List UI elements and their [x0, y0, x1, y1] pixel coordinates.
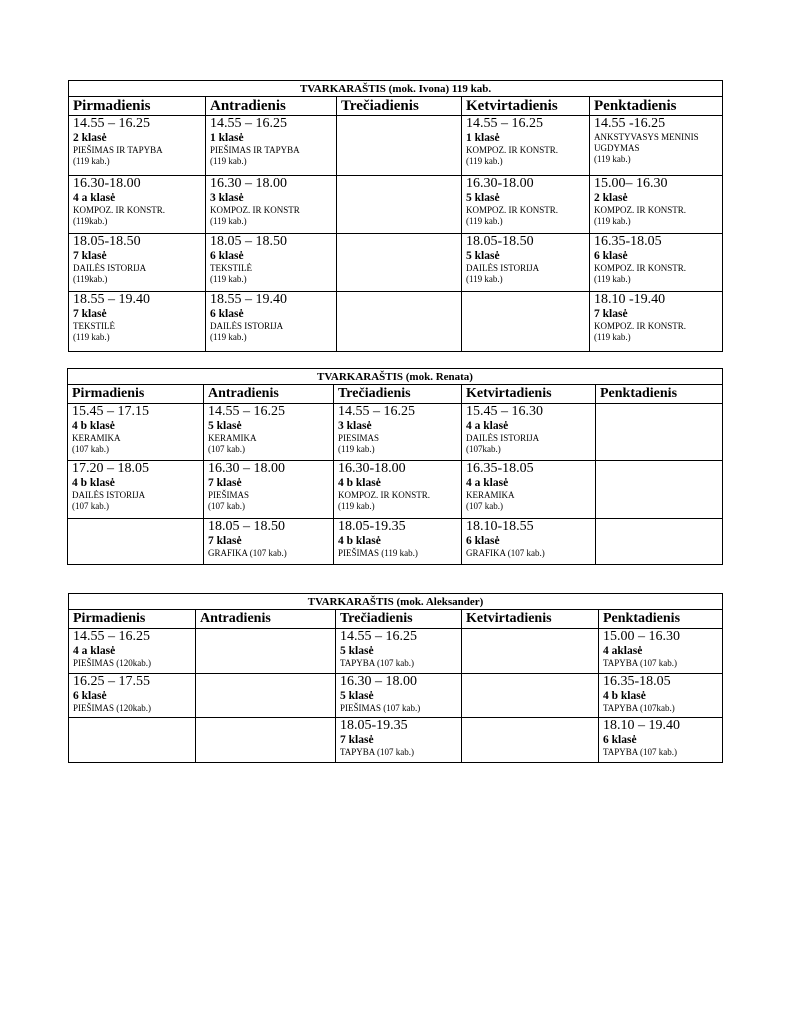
class-name: 4 a klasė: [466, 420, 509, 432]
class-name: 4 b klasė: [338, 535, 381, 547]
subject-name: KERAMIKA: [208, 433, 257, 443]
class-name: 5 klasė: [466, 192, 500, 204]
class-name: 3 klasė: [210, 192, 244, 204]
empty-slot-tuesday: [196, 674, 336, 718]
lesson-time: 18.05-19.35: [340, 718, 408, 733]
lesson-time: 16.35-18.05: [466, 461, 534, 476]
room-number: (119 kab.): [594, 216, 631, 226]
empty-slot-monday: [68, 519, 204, 565]
schedule-row: [69, 234, 723, 292]
subject-name: PIEŠIMAS (119 kab.): [338, 548, 418, 558]
day-header-monday: Pirmadienis: [69, 97, 206, 116]
class-name: 6 klasė: [210, 250, 244, 262]
room-number: (119 kab.): [210, 216, 247, 226]
class-name: 4 aklasė: [603, 645, 643, 657]
lesson-cell-monday: [69, 674, 196, 718]
room-number: (119 kab.): [210, 156, 247, 166]
lesson-time: 16.30-18.00: [338, 461, 406, 476]
lesson-time: 16.30 – 18.00: [340, 674, 417, 689]
lesson-cell-friday: [599, 629, 723, 674]
lesson-time: 16.25 – 17.55: [73, 674, 150, 689]
room-number: (107kab.): [466, 444, 501, 454]
empty-slot-thursday: [462, 629, 599, 674]
lesson-cell-monday: [69, 234, 206, 292]
room-number: (107 kab.): [72, 444, 109, 454]
empty-slot-tuesday: [196, 718, 336, 763]
schedule-row: [69, 674, 723, 718]
lesson-time: 18.05-18.50: [73, 234, 141, 249]
lesson-cell-friday: [599, 718, 723, 763]
schedule-row: [68, 461, 723, 519]
lesson-time: 14.55 – 16.25: [73, 629, 150, 644]
lesson-cell-tuesday: [204, 519, 334, 565]
lesson-time: 15.45 – 16.30: [466, 404, 543, 419]
lesson-cell-wednesday: [334, 404, 462, 461]
class-name: 7 klasė: [340, 734, 374, 746]
subject-name: TEKSTILĖ: [73, 321, 115, 331]
day-header-monday: Pirmadienis: [69, 610, 196, 629]
subject-name: KOMPOZ. IR KONSTR.: [466, 205, 559, 215]
lesson-cell-tuesday: [206, 176, 337, 234]
class-name: 4 a klasė: [73, 645, 116, 657]
subject-name: TAPYBA (107kab.): [603, 703, 675, 713]
subject-name: TAPYBA (107 kab.): [340, 658, 415, 668]
lesson-cell-thursday: [462, 461, 596, 519]
lesson-time: 14.55 – 16.25: [73, 116, 150, 131]
lesson-time: 14.55 – 16.25: [208, 404, 285, 419]
day-header-friday: Penktadienis: [599, 610, 723, 629]
class-name: 5 klasė: [340, 690, 374, 702]
empty-slot-friday: [596, 404, 723, 461]
lesson-cell-friday: [590, 234, 723, 292]
empty-slot-monday: [69, 718, 196, 763]
class-name: 4 b klasė: [338, 477, 381, 489]
class-name: 5 klasė: [340, 645, 374, 657]
lesson-time: 18.10 -19.40: [594, 292, 666, 307]
schedule-title: TVARKARAŠTIS (mok. Ivona) 119 kab.: [69, 81, 723, 97]
lesson-cell-monday: [69, 116, 206, 176]
class-name: 7 klasė: [73, 250, 107, 262]
empty-slot-thursday: [462, 674, 599, 718]
lesson-time: 15.45 – 17.15: [72, 404, 149, 419]
room-number: (119 kab.): [210, 332, 247, 342]
room-number: (119 kab.): [338, 501, 375, 511]
subject-name: KOMPOZ. IR KONSTR.: [594, 205, 687, 215]
day-header-wednesday: Trečiadienis: [334, 385, 462, 404]
subject-name: PIEŠIMAS (120kab.): [73, 703, 151, 713]
schedule-table-ivona: [68, 80, 723, 352]
lesson-time: 16.30 – 18.00: [208, 461, 285, 476]
subject-name: PIEŠIMAS (107 kab.): [340, 703, 421, 713]
day-header-wednesday: Trečiadienis: [337, 97, 462, 116]
lesson-time: 16.35-18.05: [594, 234, 662, 249]
class-name: 7 klasė: [208, 477, 242, 489]
lesson-time: 16.30 – 18.00: [210, 176, 287, 191]
lesson-cell-monday: [68, 461, 204, 519]
day-header-tuesday: Antradienis: [206, 97, 337, 116]
class-name: 6 klasė: [594, 250, 628, 262]
subject-name: KOMPOZ. IR KONSTR.: [594, 321, 687, 331]
class-name: 4 b klasė: [603, 690, 646, 702]
room-number: (119 kab.): [466, 274, 503, 284]
lesson-time: 17.20 – 18.05: [72, 461, 149, 476]
day-header-row: [68, 385, 723, 404]
empty-slot-friday: [596, 461, 723, 519]
class-name: 2 klasė: [594, 192, 628, 204]
lesson-cell-tuesday: [206, 234, 337, 292]
class-name: 6 klasė: [466, 535, 500, 547]
room-number: (119 kab.): [466, 216, 503, 226]
schedule-row: [69, 629, 723, 674]
schedule-row: [69, 176, 723, 234]
room-number: (119kab.): [73, 216, 108, 226]
lesson-cell-wednesday: [334, 461, 462, 519]
subject-name: DAILĖS ISTORIJA: [72, 490, 146, 500]
day-header-tuesday: Antradienis: [196, 610, 336, 629]
day-header-monday: Pirmadienis: [68, 385, 204, 404]
room-number: (107 kab.): [466, 501, 503, 511]
lesson-cell-thursday: [462, 234, 590, 292]
class-name: 6 klasė: [603, 734, 637, 746]
lesson-cell-friday: [590, 292, 723, 352]
empty-slot-wednesday: [337, 292, 462, 352]
class-name: 5 klasė: [466, 250, 500, 262]
subject-name: PIEŠIMAS IR TAPYBA: [73, 145, 163, 155]
class-name: 1 klasė: [466, 132, 500, 144]
lesson-cell-wednesday: [336, 629, 462, 674]
subject-name: TAPYBA (107 kab.): [603, 747, 678, 757]
lesson-time: 16.35-18.05: [603, 674, 671, 689]
class-name: 1 klasė: [210, 132, 244, 144]
lesson-time: 18.55 – 19.40: [73, 292, 150, 307]
day-header-row: [69, 610, 723, 629]
day-header-thursday: Ketvirtadienis: [462, 610, 599, 629]
subject-name: TAPYBA (107 kab.): [340, 747, 415, 757]
class-name: 7 klasė: [208, 535, 242, 547]
subject-name: PIEŠIMAS: [208, 490, 250, 500]
subject-name: KOMPOZ. IR KONSTR.: [594, 263, 687, 273]
lesson-time: 14.55 -16.25: [594, 116, 666, 131]
subject-name: PIESIMAS: [338, 433, 380, 443]
empty-slot-wednesday: [337, 234, 462, 292]
lesson-time: 14.55 – 16.25: [466, 116, 543, 131]
lesson-time: 18.05-19.35: [338, 519, 406, 534]
subject-name: KOMPOZ. IR KONSTR.: [338, 490, 431, 500]
class-name: 6 klasė: [210, 308, 244, 320]
lesson-cell-monday: [69, 292, 206, 352]
class-name: 3 klasė: [338, 420, 372, 432]
day-header-thursday: Ketvirtadienis: [462, 385, 596, 404]
class-name: 4 b klasė: [72, 477, 115, 489]
lesson-cell-thursday: [462, 519, 596, 565]
subject-name: KOMPOZ. IR KONSTR.: [73, 205, 166, 215]
schedule-row: [68, 404, 723, 461]
lesson-cell-monday: [69, 176, 206, 234]
room-number: (119 kab.): [594, 274, 631, 284]
lesson-time: 16.30-18.00: [466, 176, 534, 191]
schedule-row: [68, 519, 723, 565]
lesson-cell-monday: [69, 629, 196, 674]
class-name: 4 a klasė: [466, 477, 509, 489]
class-name: 7 klasė: [594, 308, 628, 320]
day-header-wednesday: Trečiadienis: [336, 610, 462, 629]
lesson-cell-friday: [599, 674, 723, 718]
lesson-cell-friday: [590, 176, 723, 234]
day-header-friday: Penktadienis: [596, 385, 723, 404]
lesson-time: 14.55 – 16.25: [338, 404, 415, 419]
lesson-cell-monday: [68, 404, 204, 461]
room-number: (119 kab.): [73, 156, 110, 166]
lesson-cell-wednesday: [334, 519, 462, 565]
schedule-table-aleksander: [68, 593, 723, 763]
room-number: (107 kab.): [208, 501, 245, 511]
lesson-time: 18.10 – 19.40: [603, 718, 680, 733]
subject-name: ANKSTYVASYS MENINIS UGDYMAS: [594, 132, 699, 153]
subject-name: DAILĖS ISTORIJA: [466, 433, 540, 443]
subject-name: KOMPOZ. IR KONSTR: [210, 205, 300, 215]
class-name: 5 klasė: [208, 420, 242, 432]
lesson-time: 18.10-18.55: [466, 519, 534, 534]
room-number: (119 kab.): [73, 332, 110, 342]
lesson-time: 18.05 – 18.50: [208, 519, 285, 534]
day-header-friday: Penktadienis: [590, 97, 723, 116]
class-name: 6 klasė: [73, 690, 107, 702]
room-number: (119 kab.): [338, 444, 375, 454]
room-number: (107 kab.): [208, 444, 245, 454]
empty-slot-thursday: [462, 292, 590, 352]
room-number: (119 kab.): [210, 274, 247, 284]
schedule-row: [69, 116, 723, 176]
lesson-cell-friday: [590, 116, 723, 176]
subject-name: DAILĖS ISTORIJA: [210, 321, 284, 331]
subject-name: PIEŠIMAS IR TAPYBA: [210, 145, 300, 155]
subject-name: DAILĖS ISTORIJA: [466, 263, 540, 273]
subject-name: KERAMIKA: [72, 433, 121, 443]
day-header-tuesday: Antradienis: [204, 385, 334, 404]
empty-slot-tuesday: [196, 629, 336, 674]
empty-slot-friday: [596, 519, 723, 565]
schedule-row: [69, 292, 723, 352]
lesson-time: 15.00 – 16.30: [603, 629, 680, 644]
subject-name: GRAFIKA (107 kab.): [466, 548, 545, 558]
subject-name: TEKSTILĖ: [210, 263, 252, 273]
class-name: 4 a klasė: [73, 192, 116, 204]
schedule-row: [69, 718, 723, 763]
lesson-cell-tuesday: [206, 292, 337, 352]
room-number: (107 kab.): [72, 501, 109, 511]
subject-name: KOMPOZ. IR KONSTR.: [466, 145, 559, 155]
lesson-time: 18.05-18.50: [466, 234, 534, 249]
empty-slot-wednesday: [337, 176, 462, 234]
day-header-thursday: Ketvirtadienis: [462, 97, 590, 116]
subject-name: DAILĖS ISTORIJA: [73, 263, 147, 273]
subject-name: GRAFIKA (107 kab.): [208, 548, 287, 558]
schedule-table-renata: [67, 368, 723, 565]
class-name: 4 b klasė: [72, 420, 115, 432]
lesson-cell-wednesday: [336, 718, 462, 763]
lesson-cell-tuesday: [206, 116, 337, 176]
room-number: (119 kab.): [466, 156, 503, 166]
class-name: 7 klasė: [73, 308, 107, 320]
lesson-time: 18.05 – 18.50: [210, 234, 287, 249]
subject-name: PIEŠIMAS (120kab.): [73, 658, 151, 668]
lesson-cell-thursday: [462, 404, 596, 461]
schedule-title: TVARKARAŠTIS (mok. Renata): [68, 369, 723, 385]
room-number: (119 kab.): [594, 154, 631, 164]
lesson-time: 14.55 – 16.25: [340, 629, 417, 644]
schedule-title: TVARKARAŠTIS (mok. Aleksander): [69, 594, 723, 610]
lesson-cell-thursday: [462, 116, 590, 176]
empty-slot-wednesday: [337, 116, 462, 176]
lesson-cell-tuesday: [204, 461, 334, 519]
subject-name: KERAMIKA: [466, 490, 515, 500]
lesson-cell-thursday: [462, 176, 590, 234]
lesson-cell-wednesday: [336, 674, 462, 718]
day-header-row: [69, 97, 723, 116]
room-number: (119 kab.): [594, 332, 631, 342]
lesson-time: 16.30-18.00: [73, 176, 141, 191]
lesson-time: 14.55 – 16.25: [210, 116, 287, 131]
lesson-cell-tuesday: [204, 404, 334, 461]
lesson-time: 15.00– 16.30: [594, 176, 668, 191]
room-number: (119kab.): [73, 274, 108, 284]
empty-slot-thursday: [462, 718, 599, 763]
lesson-time: 18.55 – 19.40: [210, 292, 287, 307]
subject-name: TAPYBA (107 kab.): [603, 658, 678, 668]
class-name: 2 klasė: [73, 132, 107, 144]
